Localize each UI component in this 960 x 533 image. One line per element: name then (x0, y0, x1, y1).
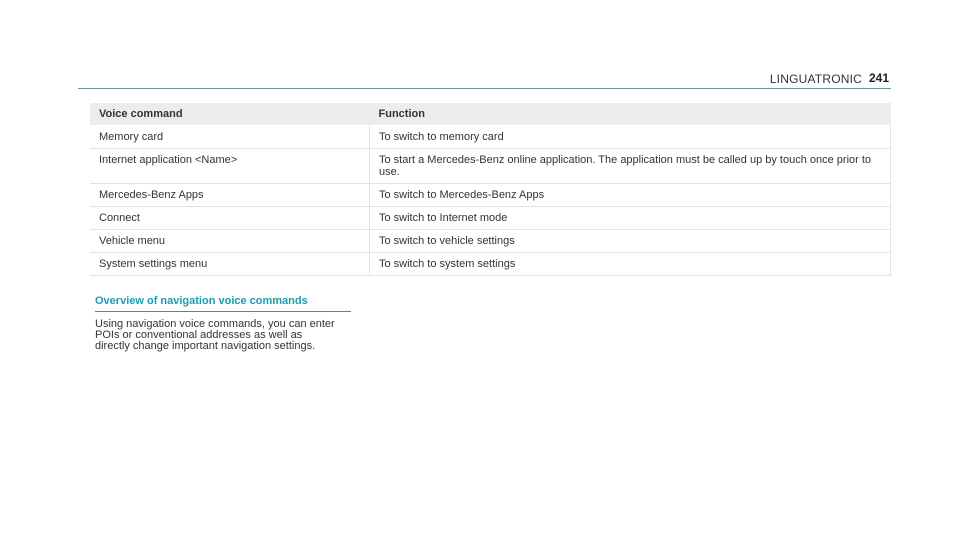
header-divider (78, 88, 891, 89)
table-row (90, 253, 891, 276)
column-header-command: Voice command (90, 103, 370, 126)
section-heading-underline (95, 311, 351, 312)
table-row (90, 230, 891, 253)
page-number: 241 (869, 71, 890, 85)
command-cell: System settings menu (90, 253, 370, 276)
table-row (90, 207, 891, 230)
command-cell: Memory card (90, 126, 370, 149)
function-cell: To switch to system settings (370, 253, 891, 276)
function-cell: To switch to memory card (370, 126, 891, 149)
table-header-row (90, 103, 891, 126)
function-cell: To start a Mercedes-Benz online application. The application must be called up by touch once prior to use. (370, 149, 891, 184)
table-row (90, 126, 891, 149)
function-cell: To switch to Internet mode (370, 207, 891, 230)
command-cell: Mercedes-Benz Apps (90, 184, 370, 207)
paragraph-line: POIs or conventional addresses as well as (95, 329, 303, 341)
column-header-function: Function (370, 103, 891, 126)
command-cell: Internet application <Name> (90, 149, 370, 184)
section-paragraph (95, 319, 365, 352)
voice-command-table (90, 103, 891, 276)
table-row (90, 184, 891, 207)
command-cell: Vehicle menu (90, 230, 370, 253)
paragraph-line: directly change important navigation settings. (95, 340, 316, 352)
function-cell: To switch to Mercedes-Benz Apps (370, 184, 891, 207)
paragraph-line: Using navigation voice commands, you can enter (95, 318, 335, 330)
table-row (90, 149, 891, 184)
section-title: LINGUATRONIC (769, 72, 862, 86)
section-heading: Overview of navigation voice commands (95, 295, 308, 307)
command-cell: Connect (90, 207, 370, 230)
function-cell: To switch to vehicle settings (370, 230, 891, 253)
